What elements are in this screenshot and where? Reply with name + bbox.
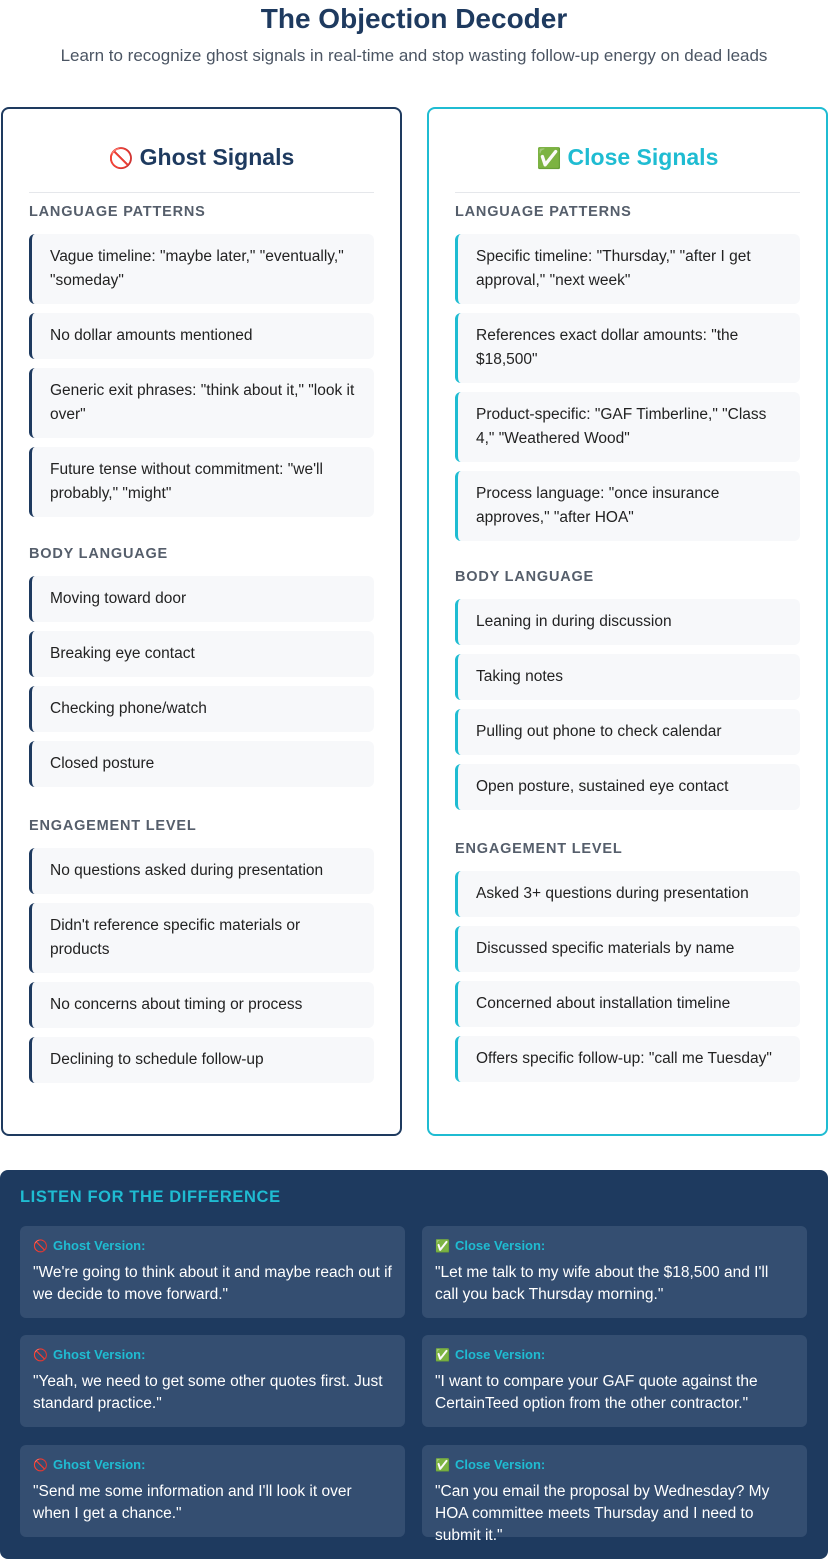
list-item: Pulling out phone to check calendar [455,709,800,755]
list-item: Specific timeline: "Thursday," "after I get approval," "next week" [455,234,800,304]
check-icon: ✅ [435,1347,450,1362]
list-item: Declining to schedule follow-up [29,1037,374,1083]
close-version-label [435,1347,794,1362]
list-item: Generic exit phrases: "think about it," "look it over" [29,368,374,438]
prohibited-icon: 🚫 [33,1457,48,1472]
list-item: Checking phone/watch [29,686,374,732]
list-item: No dollar amounts mentioned [29,313,374,359]
section-label: ENGAGEMENT LEVEL [29,818,197,834]
list-item: Product-specific: "GAF Timberline," "Class 4," "Weathered Wood" [455,392,800,462]
close-engagement-section [455,839,800,1082]
list-item: Offers specific follow-up: "call me Tuesday" [455,1036,800,1082]
prohibited-icon: 🚫 [33,1347,48,1362]
ghost-signals-title [29,123,374,193]
list-item: Breaking eye contact [29,631,374,677]
close-quote: "Can you email the proposal by Wednesday? My HOA committee meets Thursday and I need to submit it." [435,1483,770,1544]
ghost-version-label [33,1457,392,1472]
list-item: Discussed specific materials by name [455,926,800,972]
section-label: LANGUAGE PATTERNS [455,204,632,220]
list-item: Taking notes [455,654,800,700]
label-text: Ghost Version: [52,1347,146,1362]
close-example [422,1445,807,1544]
ghost-example [20,1445,405,1537]
section-label: ENGAGEMENT LEVEL [455,841,623,857]
ghost-version-label [33,1347,392,1362]
close-signals-card [427,107,828,1136]
ghost-body-section [29,544,374,787]
label-text: Ghost Version: [52,1457,146,1472]
list-item: Leaning in during discussion [455,599,800,645]
ghost-language-section [29,202,374,517]
close-version-label [435,1457,794,1472]
list-item: Asked 3+ questions during presentation [455,871,800,917]
list-item: Didn't reference specific materials or products [29,903,374,973]
label-text: Ghost Version: [52,1238,146,1253]
prohibited-icon: 🚫 [108,145,134,170]
list-item: Moving toward door [29,576,374,622]
close-language-section [455,202,800,541]
section-label: BODY LANGUAGE [29,546,169,562]
close-signals-title [455,123,800,193]
list-item: Closed posture [29,741,374,787]
list-item: Open posture, sustained eye contact [455,764,800,810]
check-icon: ✅ [435,1457,450,1472]
list-item: Future tense without commitment: "we'll probably," "might" [29,447,374,517]
close-body-section [455,567,800,810]
ghost-version-label [33,1238,392,1253]
section-label: LANGUAGE PATTERNS [29,204,206,220]
ghost-example [20,1335,405,1427]
list-item: No concerns about timing or process [29,982,374,1028]
close-quote: "Let me talk to my wife about the $18,500 and I'll call you back Thursday morning." [435,1264,769,1303]
page-title: The Objection Decoder [260,3,568,34]
ghost-example [20,1226,405,1318]
check-icon: ✅ [536,145,562,170]
label-text: Close Version: [454,1347,546,1362]
page-subtitle: Learn to recognize ghost signals in real-time and stop wasting follow-up energy on dead leads [60,46,768,65]
list-item: No questions asked during presentation [29,848,374,894]
list-item: Process language: "once insurance approves," "after HOA" [455,471,800,541]
close-quote: "I want to compare your GAF quote against the CertainTeed option from the other contractor." [435,1373,758,1412]
close-signals-heading: Close Signals [567,144,719,170]
ghost-signals-heading: Ghost Signals [139,144,295,170]
ghost-quote: "Send me some information and I'll look it over when I get a chance." [33,1483,352,1522]
ghost-engagement-section [29,816,374,1083]
list-item: Vague timeline: "maybe later," "eventually," "someday" [29,234,374,304]
list-item: References exact dollar amounts: "the $18,500" [455,313,800,383]
ghost-quote: "Yeah, we need to get some other quotes first. Just standard practice." [33,1373,383,1412]
close-example [422,1226,807,1318]
label-text: Close Version: [454,1238,546,1253]
listen-difference-panel [0,1170,828,1559]
prohibited-icon: 🚫 [33,1238,48,1253]
section-label: BODY LANGUAGE [455,569,595,585]
close-version-label [435,1238,794,1253]
label-text: Close Version: [454,1457,546,1472]
list-item: Concerned about installation timeline [455,981,800,1027]
panel-title: LISTEN FOR THE DIFFERENCE [20,1188,281,1206]
ghost-signals-card [1,107,402,1136]
ghost-quote: "We're going to think about it and maybe reach out if we decide to move forward." [33,1264,392,1303]
close-example [422,1335,807,1427]
check-icon: ✅ [435,1238,450,1253]
